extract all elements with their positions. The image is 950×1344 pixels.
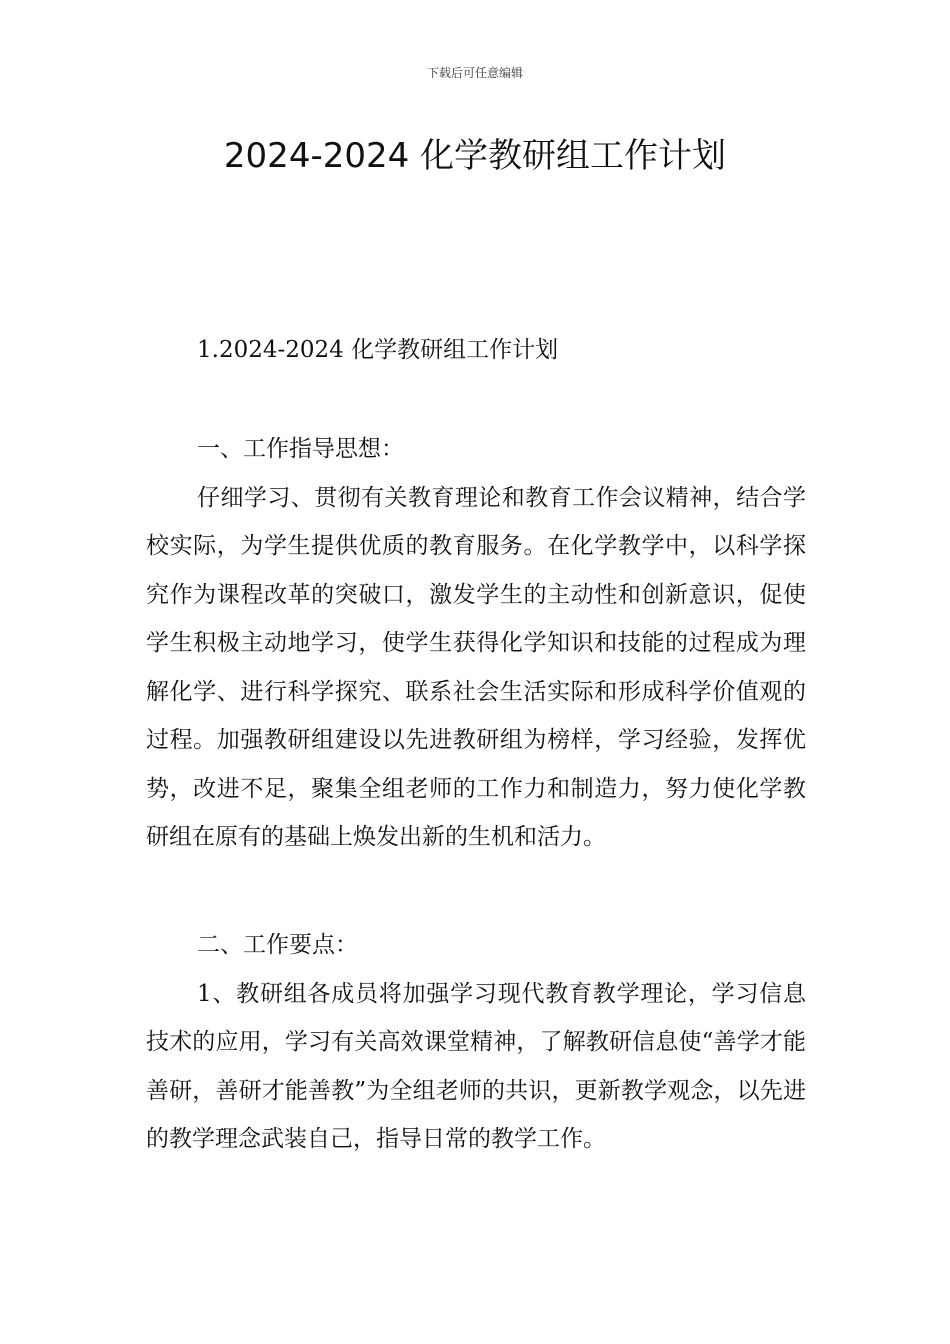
section-work-points xyxy=(146,921,806,1164)
section-heading: 一、工作指导思想： xyxy=(197,436,404,462)
document-title: 2024-2024 化学教研组工作计划 xyxy=(223,136,727,176)
section-guiding-ideology xyxy=(146,425,806,862)
section-paragraph: 1、教研组各成员将加强学习现代教育教学理论，学习信息技术的应用，学习有关高效课堂精神，了解教研信息使“善学才能善研，善研才能善教”为全组老师的共识，更新教学观念，以先进的教学理念武装自己，指导日常的教学工作。 xyxy=(146,980,806,1152)
section-paragraph: 仔细学习、贯彻有关教育理论和教育工作会议精神，结合学校实际，为学生提供优质的教育服务。在化学教学中，以科学探究作为课程改革的突破口，激发学生的主动性和创新意识，促使学生积极主动地学习，使学生获得化学知识和技能的过程成为理解化学、进行科学探究、联系社会生活实际和形成科学价值观的过程。加强教研组建设以先进教研组为榜样，学习经验，发挥优势，改进不足，聚集全组老师的工作力和制造力，努力使化学教研组在原有的基础上焕发出新的生机和活力。 xyxy=(146,484,806,850)
section-heading: 二、工作要点： xyxy=(197,932,358,958)
document-subtitle: 1.2024-2024 化学教研组工作计划 xyxy=(197,337,559,363)
page-header-note: 下载后可任意编辑 xyxy=(426,66,523,80)
